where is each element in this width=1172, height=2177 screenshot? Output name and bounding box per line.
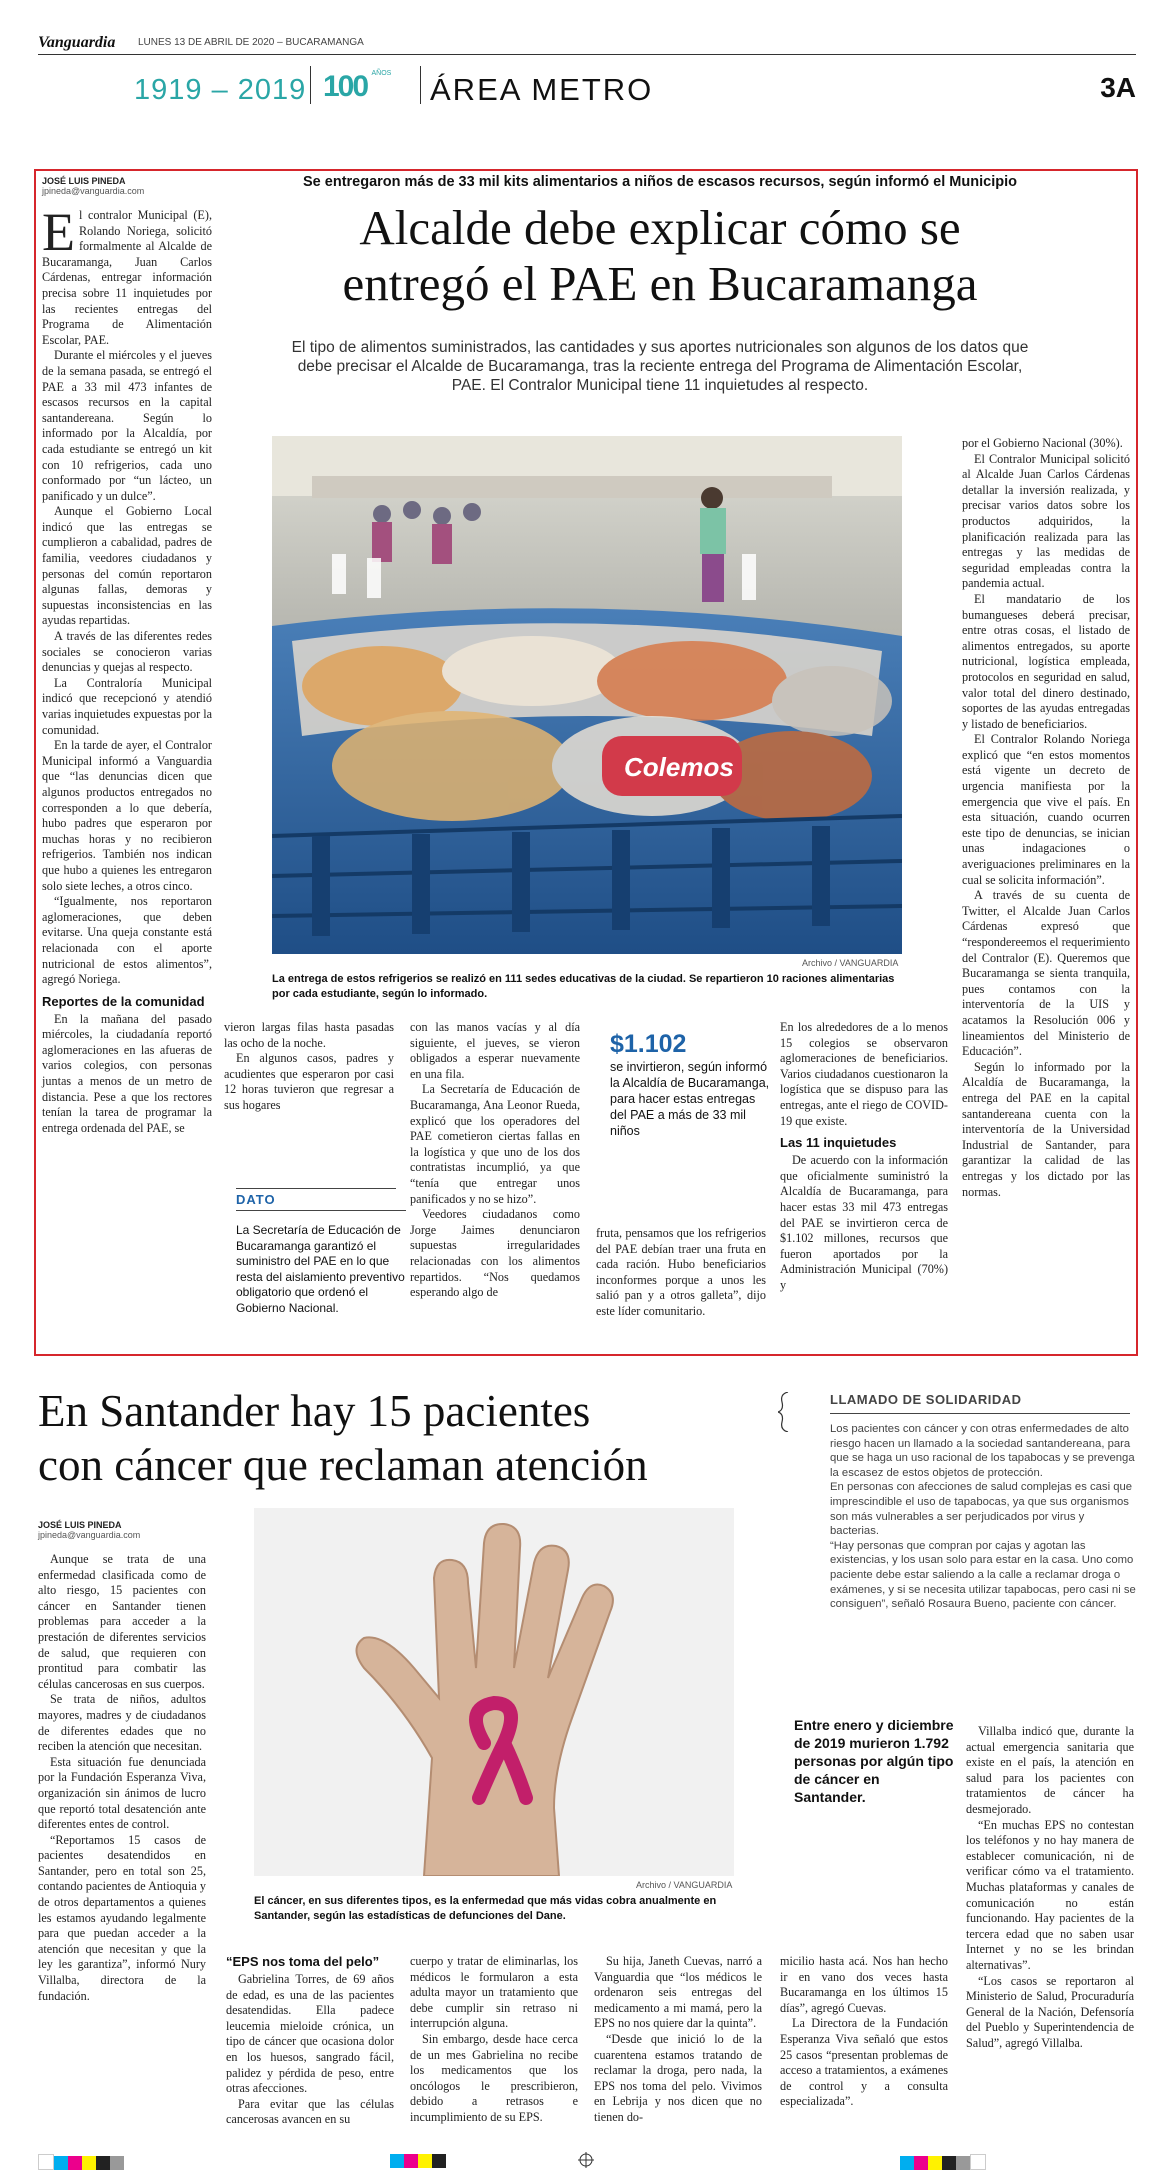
paragraph: por el Gobierno Nacional (30%).	[962, 436, 1123, 450]
article-2-headline	[38, 1384, 798, 1492]
article-1-headline	[190, 200, 1130, 312]
article-2-column-4	[594, 1954, 762, 2126]
headline-line-1: En Santander hay 15 pacientes	[38, 1386, 591, 1436]
bracket-icon	[778, 1392, 792, 1432]
paragraph: A través de su cuenta de Twitter, el Alcalde Juan Carlos Cárdenas expresó que “respondereemos el requerimiento del Contralor (E). Queremos que Bucaramanga se sienta tranquila, pues contamos con la interventoría de la UIS y acatamos la Resolución 006 y lineamientos del Ministerio de Educación”.	[962, 888, 1130, 1059]
paragraph: “Desde que inició lo de la cuarentena estamos tratando de reclamar la droga, pero nada, la EPS nos toma del pelo. Vivimos en Lebrija y nos dicen que no tienen do-	[594, 2031, 762, 2124]
paragraph: De acuerdo con la información que oficialmente suministró la Alcaldía de Bucaramanga, para hacer estas 33 mil 473 entregas del PAE se invirtieron cerca de $1.102 millones, recursos que fueron aportados por la Administración Municipal (70%) y	[780, 1153, 948, 1292]
article-1-deck: El tipo de alimentos suministrados, las cantidades y sus aportes nutricionales son algunos de los datos que debe precisar el Alcalde de Bucaramanga, tras la reciente entrega del Programa de Alimentación Escolar, PAE. El Contralor Municipal tiene 11 inquietudes al respecto.	[291, 339, 1029, 394]
paragraph: Gabrielina Torres, de 69 años de edad, es una de las pacientes desatendidas. Ella padece leucemia mieloide crónica, un tipo de cáncer que ocasiona dolor en los huesos, sangrado fácil, palidez y pérdida de peso, entre otras afecciones.	[226, 1972, 394, 2096]
byline-email: jpineda@vanguardia.com	[38, 1530, 141, 1540]
paragraph: Su hija, Janeth Cuevas, narró a Vanguardia que “los médicos le ordenaron seis entregas del medicamento a mi mamá, pero la EPS no nos quiere dar la quinta”.	[594, 1954, 762, 2031]
paragraph: La Secretaría de Educación de Bucaramanga, Ana Leonor Rueda, explicó que los operadores del PAE cometieron ciertas fallas en la logística y que uno de los dos contratistas incumplió, ya que “tenía que entregar unos panificados y no se hizo”.	[410, 1082, 580, 1206]
dato-rule-2	[236, 1210, 406, 1211]
paragraph: Veedores ciudadanos como Jorge Jaimes denunciaron supuestas irregularidades relacionadas con los alimentos repartidos. “Nos quedamos esperando algo de	[410, 1207, 580, 1300]
article-1-byline	[42, 176, 144, 196]
paragraph: La Directora de la Fundación Esperanza Viva señaló que estos 25 casos “presentan problemas de acceso a tratamientos, a exámenes de control y a consulta especializada”.	[780, 2016, 948, 2109]
article-1-column-3	[410, 1020, 580, 1301]
headline-line-2: entregó el PAE en Bucaramanga	[342, 256, 978, 311]
paragraph: A través de las diferentes redes sociales se conocieron varias denuncias y quejas al respecto.	[42, 629, 212, 675]
sidebar-label: LLAMADO DE SOLIDARIDAD	[830, 1392, 1022, 1407]
masthead-divider	[310, 66, 311, 104]
paragraph: Aunque se trata de una enfermedad clasificada como de alto riesgo, 15 pacientes con cáncer en Santander tienen problemas para acceder a la prestación de diferentes servicios de salud, que requieren con prontitud para combatir las células cancerosas en sus cuerpos.	[38, 1552, 206, 1691]
registration-marks-right	[900, 2154, 986, 2175]
paragraph: “Igualmente, nos reportaron aglomeraciones, que deben evitarse. Una queja constante está relacionada con el aporte nutricional de estos alimentos”, agregó Noriega.	[42, 894, 212, 987]
dato-rule	[236, 1188, 396, 1189]
photo-credit: Archivo / VANGUARDIA	[802, 958, 899, 968]
paragraph: Según lo informado por la Alcaldía de Bucaramanga, la entrega del PAE en la capital santandereana cuenta con la interventoría de la Universidad Industrial de Santander, para garantizar la calidad de las entregas y los dictado por las normas.	[962, 1059, 1130, 1199]
hand-ribbon-photo	[254, 1508, 734, 1876]
article-2-photo	[254, 1508, 734, 1876]
subhead: “EPS nos toma del pelo”	[226, 1954, 380, 1969]
dato-label: DATO	[236, 1192, 276, 1207]
drop-cap: E	[42, 202, 75, 262]
paragraph: El Contralor Rolando Noriega explicó que “en estos momentos está vigente un decreto de urgencia manifiesta por la emergencia que vive el país. En esta situación, cuando ocurren este tipo de denuncias, se inician unas indagaciones o averiguaciones preliminares en la cual se solicita información”.	[962, 732, 1130, 887]
anniversary-word: AÑOS	[371, 70, 392, 77]
paragraph: con las manos vacías y al día siguiente, el jueves, se vieron obligados a esperar nuevamente en una fila.	[410, 1020, 580, 1081]
headline-line-1: Alcalde debe explicar cómo se	[359, 200, 961, 255]
masthead-dateline: LUNES 13 DE ABRIL DE 2020 – BUCARAMANGA	[138, 37, 364, 48]
sidebar-rule	[830, 1413, 1130, 1414]
registration-marks-center	[390, 2154, 446, 2173]
paragraph: Aunque el Gobierno Local indicó que las entregas se cumplieron a cabalidad, padres de familia, veedores ciudadanos y personas del común reportaron algunas fallas, demoras y supuestas inconsistencias en las ayudas repartidas.	[42, 504, 212, 628]
sidebar-body	[790, 1422, 1136, 1612]
sidebar-paragraph: En personas con afecciones de salud complejas es casi que imprescindible el uso de tapabocas, ya que sus organismos son más vulnerables a ser perjudicados por virus y bacterias.	[830, 1481, 1133, 1538]
article-1-column-6	[962, 436, 1130, 1200]
article-2-column-2	[226, 1954, 394, 2128]
article-2-column-3	[410, 1954, 578, 2126]
food-kits-photo	[272, 436, 902, 954]
masthead	[38, 34, 1136, 107]
byline-name: JOSÉ LUIS PINEDA	[42, 176, 126, 186]
article-2-byline	[38, 1520, 140, 1540]
stat-value: $1.102	[610, 1030, 687, 1058]
sidebar-paragraph: “Hay personas que compran por cajas y agotan las existencias, y los usan solo para estar en la casa. Uno como paciente debe estar saliendo a la calle a reclamar droga o exámenes, y si se necesita utilizar tapabocas, pero casi ni se consiguen”, señaló Rosaura Bueno, paciente con cáncer.	[830, 1539, 1136, 1611]
paragraph: La Contraloría Municipal indicó que recepcionó y atendió varias inquietudes expuestas por la comunidad.	[42, 675, 212, 737]
article-2-column-1	[38, 1552, 206, 2004]
paragraph: El mandatario de los bumangueses deberá precisar, entre otras cosas, el listado de alimentos entregados, su aporte nutricional, logística empleada, protocolos en seguridad en salud, valor total del dinero destinado, soportes de las ayudas entregadas y listado de beneficiarios.	[962, 591, 1130, 731]
article-1-photo	[272, 436, 902, 954]
subhead: Las 11 inquietudes	[780, 1135, 897, 1151]
paragraph: fruta, pensamos que los refrigerios del PAE debían traer una fruta en cada ración. Hubo beneficiarios inconformes porque a unos les salió pan y a otros galleta”, dijo este líder comunitario.	[596, 1226, 766, 1318]
paragraph: vieron largas filas hasta pasadas las ocho de la noche.	[224, 1020, 394, 1050]
registration-marks-left	[38, 2154, 124, 2175]
anniversary-logo	[323, 70, 411, 103]
masthead-brand: Vanguardia	[38, 34, 116, 51]
sidebar-paragraph: Los pacientes con cáncer y con otras enfermedades de alto riesgo hacen un llamado a la sociedad santandereana, para que se haga un uso racional de los tapabocas y se prevenga la escasez de estos objetos de protección.	[830, 1423, 1135, 1479]
paragraph: Esta situación fue denunciada por la Fundación Esperanza Viva, organización sin ánimos de lucro que reportó total desatención ante diferentes entes de control.	[38, 1754, 206, 1832]
paragraph: “Los casos se reportaron al Ministerio de Salud, Procuraduría General de la Nación, Defensoría del Pueblo y Superintendencia de Salud”, agregó Villalba.	[966, 1973, 1134, 2050]
paragraph	[42, 202, 212, 348]
paragraph: cuerpo y tratar de eliminarlas, los médicos le formularon a esta adulta mayor un tratamiento que debe cumplir sin retraso ni interrupción alguna.	[410, 1954, 578, 2031]
stat-box	[610, 1030, 770, 1139]
article-1-column-1	[42, 202, 212, 1136]
byline-name: JOSÉ LUIS PINEDA	[38, 1520, 122, 1530]
paragraph: En algunos casos, padres y acudientes que esperaron por casi 12 horas tuvieron que regresar a sus hogares	[224, 1051, 394, 1112]
article-1-column-5	[780, 1020, 948, 1294]
paragraph: “En muchas EPS no contestan los teléfonos y no hay manera de establecer comunicación, ni de verificar cómo va el tratamiento. Muchas plataformas y canales de comunicación no están funcionando. Hay pacientes de la tercera edad que no saben usar Internet y no se les brindan alternativas”.	[966, 1817, 1134, 1972]
paragraph: micilio hasta acá. Nos han hecho ir en vano dos veces hasta Bucaramanga en los últimos 15 días”, agregó Cuevas.	[780, 1954, 948, 2015]
paragraph: Para evitar que las células cancerosas avancen en su	[226, 2096, 394, 2127]
paragraph: En la tarde de ayer, el Contralor Municipal informó a Vanguardia que “las denuncias dicen que algunos productos entregados no corresponden a lo que debería, hubo padres que esperaron por muchas horas y no recibieron refrigerios. También nos indican que hubo a quienes les entregaron solo siete leches, a otros cinco.	[42, 738, 212, 893]
paragraph: En los alrededores de a lo menos 15 colegios se observaron aglomeraciones de beneficiarios. Varios ciudadanos cuestionaron la logística que se dispuso para las entregas, ante el riego de COVID-19 que existe.	[780, 1020, 948, 1128]
page-number: 3A	[1100, 72, 1136, 103]
article-2-column-5	[780, 1954, 948, 2110]
stat-text: se invirtieron, según informó la Alcaldía de Bucaramanga, para hacer estas entregas del PAE a más de 33 mil niños	[610, 1060, 770, 1138]
dato-text: La Secretaría de Educación de Bucaramanga garantizó el suministro del PAE en lo que resta del aislamiento preventivo obligatorio que ordenó el Gobierno Nacional.	[236, 1223, 405, 1315]
paragraph-text: l contralor Municipal (E), Rolando Noriega, solicitó formalmente al Alcalde de Bucaramanga, Juan Carlos Cárdenas, entregar información precisa sobre 11 inquietudes por las recientes entregas del Programa de Alimentación Escolar, PAE.	[42, 208, 212, 347]
photo-caption: La entrega de estos refrigerios se realizó en 111 sedes educativas de la ciudad. Se repartieron 10 raciones alimentarias por cada estudiante, según lo informado.	[272, 973, 895, 1000]
photo-credit: Archivo / VANGUARDIA	[636, 1880, 733, 1890]
brand-logo-text: Colemos	[624, 752, 734, 782]
byline-email: jpineda@vanguardia.com	[42, 186, 145, 196]
dato-box	[236, 1188, 406, 1316]
article-1-column-4	[596, 1226, 766, 1320]
anniversary-number: 100	[323, 70, 368, 103]
masthead-rule	[38, 54, 1136, 55]
paragraph: En la mañana del pasado miércoles, la ciudadanía reportó aglomeraciones en las afueras de varios colegios, con personas juntas a menos de un metro de distancia. Pese a que los rectores tenían la tarea de programar la entrega ordenada del PAE, se	[42, 1011, 212, 1135]
subhead: Reportes de la comunidad	[42, 993, 205, 1009]
paragraph: Villalba indicó que, durante la actual emergencia sanitaria que existe en el país, la atención en salud para los pacientes con tratamientos de cáncer ha desmejorado.	[966, 1724, 1134, 1816]
paragraph: El Contralor Municipal solicitó al Alcalde Juan Carlos Cárdenas detallar la inversión realizada, y precisar varios datos sobre los productos adquiridos, la planificación realizada para las entregas y las medidas de seguridad empleadas contra la pandemia actual.	[962, 451, 1130, 591]
article-1-column-2	[224, 1020, 394, 1114]
paragraph: “Reportamos 15 casos de pacientes desatendidos en Santander, pero en total son 25, contando pacientes de Antioquia y de otros departamentos a quienes les estamos ayudando legalmente para que puedan acceder a la atención que necesitan y que la ley les garantiza”, informó Nury Villalba, directora de la fundación.	[38, 1832, 206, 2003]
section-title: ÁREA METRO	[430, 72, 654, 107]
masthead-years: 1919 – 2019	[134, 74, 307, 106]
paragraph: Sin embargo, desde hace cerca de un mes Gabrielina no recibe los medicamentos que los oncólogos le prescribieron, debido a retrasos e incumplimiento de su EPS.	[410, 2031, 578, 2124]
masthead-divider-2	[420, 66, 421, 104]
solidarity-sidebar	[790, 1392, 1136, 1612]
photo-caption: El cáncer, en sus diferentes tipos, es la enfermedad que más vidas cobra anualmente en Santander, según las estadísticas de defunciones del Dane.	[254, 1895, 717, 1922]
article-2-column-6	[966, 1724, 1134, 2051]
crosshair-icon	[578, 2152, 594, 2168]
paragraph: Durante el miércoles y el jueves de la semana pasada, se entregó el PAE a 33 mil 473 infantes de escasos recursos en la capital santandereana. Según lo informado por la Alcaldía, por cada estudiante se entregó un kit con 10 refrigerios, cada uno conformado por “un lácteo, un panificado y un dulce”.	[42, 348, 212, 503]
pull-quote: Entre enero y diciembre de 2019 murieron 1.792 personas por algún tipo de cáncer en Santander.	[794, 1717, 954, 1805]
headline-line-2: con cáncer que reclaman atención	[38, 1440, 648, 1490]
article-1-kicker: Se entregaron más de 33 mil kits alimentarios a niños de escasos recursos, según informó el Municipio	[303, 174, 1017, 190]
paragraph: Se trata de niños, adultos mayores, madres y de ciudadanos de diferentes edades que no reciben la atención que necesitan.	[38, 1692, 206, 1754]
